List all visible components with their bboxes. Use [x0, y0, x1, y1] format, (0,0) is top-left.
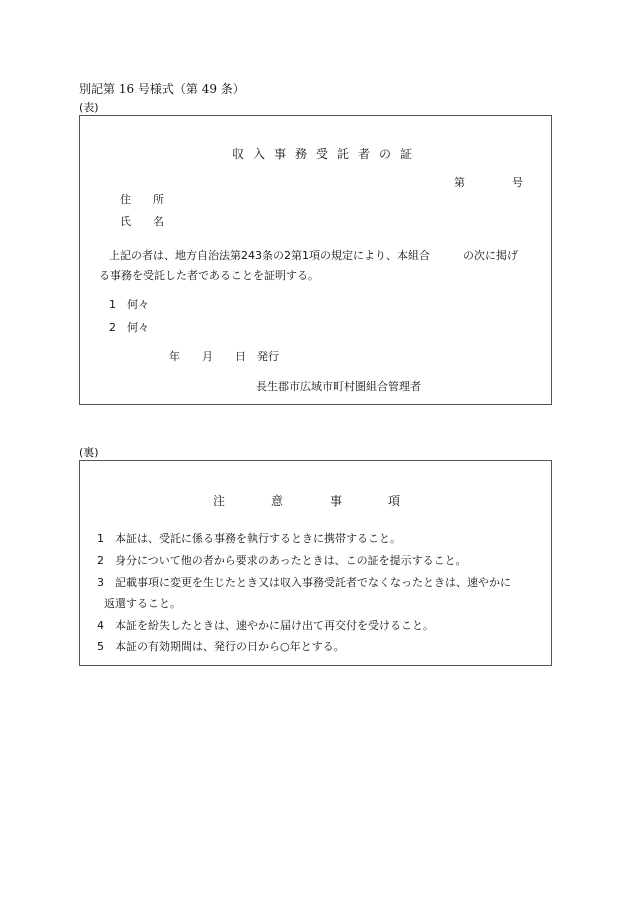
notes-title-char-4: 項	[388, 494, 401, 508]
address-label: 住 所	[120, 193, 164, 206]
item-2: 2 何々	[109, 321, 149, 334]
certificate-back	[79, 460, 552, 666]
notes-title-char-1: 注	[213, 494, 226, 508]
notes-title-char-2: 意	[271, 494, 284, 508]
item-1: 1 何々	[109, 298, 149, 311]
number-prefix: 第	[454, 176, 465, 189]
certificate-front	[79, 115, 552, 405]
statement-line-1: 上記の者は、地方自治法第243条の2第1項の規定により、本組合 の次に掲げ	[109, 249, 518, 262]
issue-date: 年 月 日 発行	[169, 350, 279, 363]
name-label: 氏 名	[120, 215, 164, 228]
form-label: 別記第 16 号様式（第 49 条）	[79, 82, 245, 96]
note-4: 4 本証を紛失したときは、速やかに届け出て再交付を受けること。	[97, 619, 434, 632]
statement-line-2: る事務を受託した者であることを証明する。	[99, 269, 319, 282]
note-3: 3 記載事項に変更を生じたとき又は収入事務受託者でなくなったときは、速やかに	[97, 576, 511, 589]
note-1: 1 本証は、受託に係る事務を執行するときに携帯すること。	[97, 532, 401, 545]
issuer: 長生郡市広域市町村圏組合管理者	[256, 380, 421, 393]
note-2: 2 身分について他の者から要求のあったときは、この証を提示すること。	[97, 554, 467, 567]
note-3-continued: 返還すること。	[104, 597, 181, 610]
notes-title-char-3: 事	[330, 494, 343, 508]
front-side-label: (表)	[79, 101, 99, 114]
back-side-label: (裏)	[79, 446, 99, 459]
note-5: 5 本証の有効期間は、発行の日から○年とする。	[97, 640, 345, 653]
number-suffix: 号	[512, 176, 523, 189]
certificate-title: 収入事務受託者の証	[232, 147, 422, 161]
